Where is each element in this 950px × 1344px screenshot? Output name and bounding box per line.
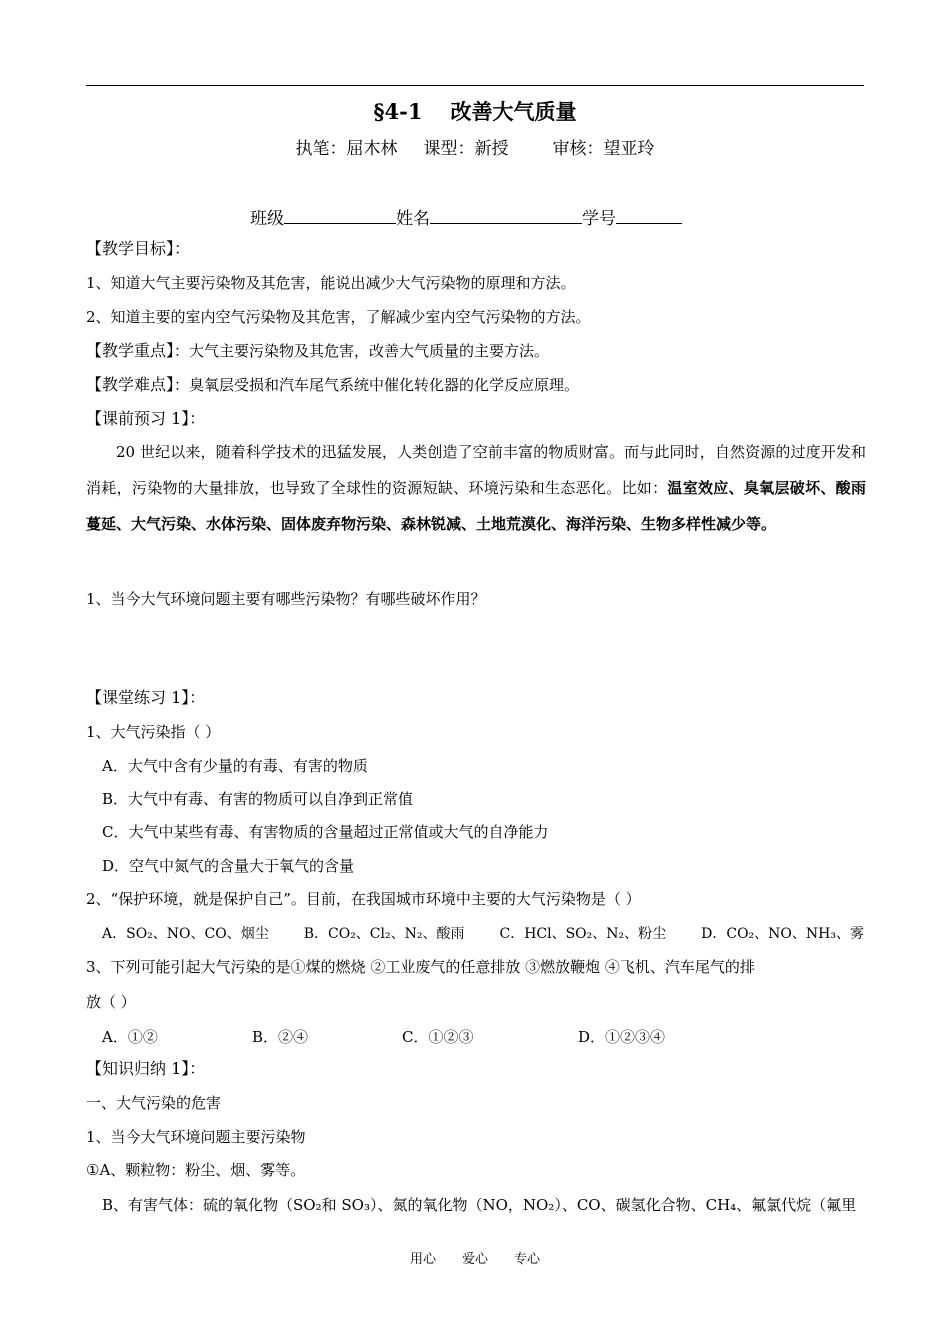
title-text: 改善大气质量 xyxy=(450,99,577,124)
q3-option-c: C．①②③ xyxy=(402,1028,474,1046)
footer-a: 用心 xyxy=(409,1252,436,1267)
name-blank[interactable] xyxy=(430,209,582,224)
preview-paragraph-text: 20 世纪以来，随着科学技术的迅猛发展，人类创造了空前丰富的物质财富。而与此同时，自然资源的过度开发和消耗，污染物的大量排放，也导致了全球性的资源短缺、环境污染和生态恶化。比如： xyxy=(86,443,866,497)
key-points-text: ：大气主要污染物及其危害，改善大气质量的主要方法。 xyxy=(174,342,550,360)
class-blank[interactable] xyxy=(284,209,396,224)
title-section-number: §4-1 xyxy=(373,99,423,124)
difficulties xyxy=(86,375,866,395)
footer-c: 专心 xyxy=(514,1252,541,1267)
q2-option-d: D．CO₂、NO、NH₃、雾 xyxy=(701,926,864,942)
q3-option-d: D．①②③④ xyxy=(578,1028,666,1046)
preview-paragraph xyxy=(86,434,866,542)
number-label: 学号 xyxy=(582,209,616,229)
q1-option-d: D．空气中氮气的含量大于氧气的含量 xyxy=(102,857,355,875)
goal-item-1: 1、知道大气主要污染物及其危害，能说出减少大气污染物的原理和方法。 xyxy=(86,274,576,292)
lesson-type: 课型：新授 xyxy=(423,139,509,159)
summary-item-1: 1、当今大气环境问题主要污染物 xyxy=(86,1128,306,1146)
q3-option-b: B．②④ xyxy=(252,1028,309,1046)
number-blank[interactable] xyxy=(616,209,682,224)
preview-question: 1、当今大气环境问题主要有哪些污染物？有哪些破坏作用？ xyxy=(86,590,486,608)
goals-heading: 【教学目标】： xyxy=(86,239,191,258)
top-rule xyxy=(86,85,864,86)
q3-stem-line2: 放（ ） xyxy=(86,993,136,1011)
q3-options xyxy=(102,1026,665,1047)
q3-stem-line1: 3、下列可能引起大气污染的是①煤的燃烧 ②工业废气的任意排放 ③燃放鞭炮 ④飞机、汽车尾气的排 xyxy=(86,958,755,976)
class-label: 班级 xyxy=(250,209,284,229)
reviewer: 审核：望亚玲 xyxy=(552,139,655,159)
summary-section: 一、大气污染的危害 xyxy=(86,1094,222,1112)
key-points xyxy=(86,341,866,361)
summary-item-b: B、有害气体：硫的氧化物（SO₂和 SO₃）、氮的氧化物（NO，NO₂）、CO、碳氢化合物、CH₄、氟氯代烷（氟里 xyxy=(102,1196,857,1214)
difficulties-text: ：臭氧层受损和汽车尾气系统中催化转化器的化学反应原理。 xyxy=(174,376,580,394)
preview-paragraph-bold: 温室效应、臭氧层破坏、酸雨蔓延、大气污染、水体污染、固体废弃物污染、森林锐减、土地荒漠化、海洋污染、生物多样性减少等。 xyxy=(86,479,866,533)
q3-option-a: A．①② xyxy=(102,1028,158,1046)
footer-b: 爱心 xyxy=(461,1252,488,1267)
goal-item-2: 2、知道主要的室内空气污染物及其危害，了解减少室内空气污染物的方法。 xyxy=(86,308,591,326)
key-points-heading: 【教学重点】 xyxy=(86,341,175,360)
q2-options xyxy=(102,923,864,943)
page-title xyxy=(0,96,950,126)
page-footer xyxy=(0,1248,950,1267)
name-label: 姓名 xyxy=(396,209,430,229)
q1-option-a: A．大气中含有少量的有毒、有害的物质 xyxy=(102,757,368,775)
student-info-line xyxy=(250,204,682,229)
difficulties-heading: 【教学难点】 xyxy=(86,375,175,394)
summary-item-a: ①A、颗粒物：粉尘、烟、雾等。 xyxy=(86,1161,306,1179)
preview-heading: 【课前预习 1】： xyxy=(86,409,206,428)
q2-option-b: B．CO₂、Cl₂、N₂、酸雨 xyxy=(303,926,465,942)
q2-option-a: A．SO₂、NO、CO、烟尘 xyxy=(102,926,269,942)
summary-heading: 【知识归纳 1】： xyxy=(86,1059,206,1078)
practice-heading: 【课堂练习 1】： xyxy=(86,688,206,707)
author: 执笔：屈木林 xyxy=(295,139,398,159)
q2-option-c: C．HCl、SO₂、N₂、粉尘 xyxy=(499,926,667,942)
q1-option-c: C．大气中某些有毒、有害物质的含量超过正常值或大气的自净能力 xyxy=(102,823,549,841)
q1-stem: 1、大气污染指（ ） xyxy=(86,723,221,741)
author-info xyxy=(0,134,950,159)
q2-stem: 2、“保护环境，就是保护自己”。目前，在我国城市环境中主要的大气污染物是（ ） xyxy=(86,890,641,908)
q1-option-b: B．大气中有毒、有害的物质可以自净到正常值 xyxy=(102,790,414,808)
